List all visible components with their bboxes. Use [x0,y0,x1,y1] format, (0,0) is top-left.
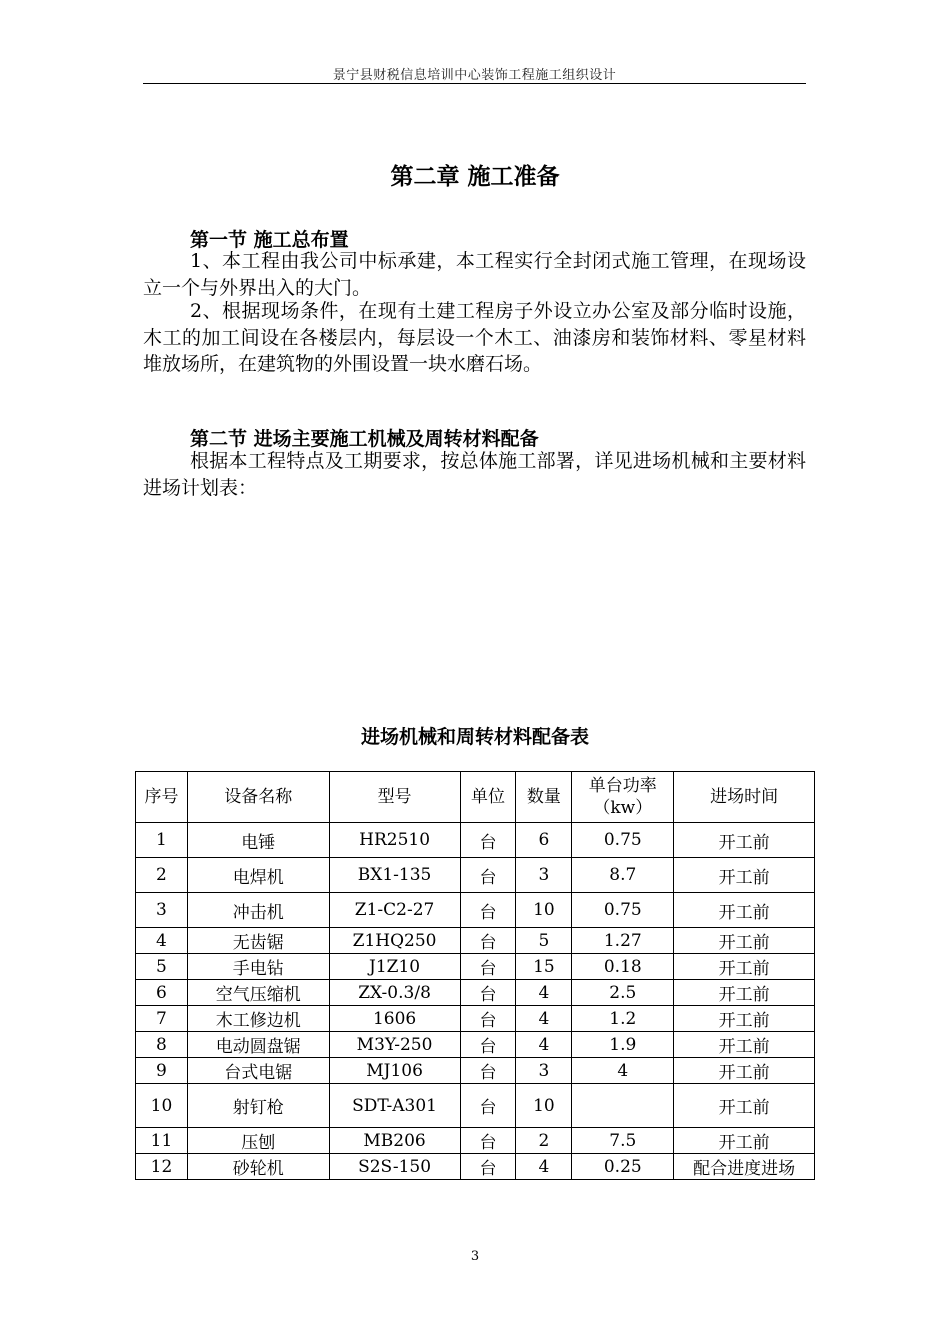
cell-quantity: 6 [516,823,572,858]
cell-model: J1Z10 [329,954,460,980]
table-row [136,1154,815,1180]
cell-equipment-name: 电锤 [187,823,329,858]
cell-unit: 台 [460,928,516,954]
cell-index: 5 [136,954,188,980]
table-row [136,954,815,980]
cell-unit: 台 [460,1058,516,1084]
cell-model: HR2510 [329,823,460,858]
cell-index: 1 [136,823,188,858]
cell-entry-time: 开工前 [674,1032,815,1058]
cell-quantity: 4 [516,1032,572,1058]
header-unit: 单位 [460,772,516,823]
section-1-paragraph-2: 2、根据现场条件，在现有土建工程房子外设立办公室及部分临时设施，木工的加工间设在各楼层内，每层设一个木工、油漆房和装饰材料、零星材料堆放场所，在建筑物的外围设置一块水磨石场。 [143,300,806,375]
page-header: 景宁县财税信息培训中心装饰工程施工组织设计 [332,68,617,83]
cell-equipment-name: 空气压缩机 [187,980,329,1006]
cell-equipment-name: 砂轮机 [187,1154,329,1180]
cell-quantity: 4 [516,1154,572,1180]
header-quantity: 数量 [516,772,572,823]
cell-equipment-name: 无齿锯 [187,928,329,954]
section-2-paragraph-1: 根据本工程特点及工期要求，按总体施工部署，详见进场机械和主要材料进场计划表： [143,450,806,499]
cell-equipment-name: 射钉枪 [187,1084,329,1128]
cell-entry-time: 配合进度进场 [674,1154,815,1180]
header-entry-time: 进场时间 [674,772,815,823]
cell-model: M3Y-250 [329,1032,460,1058]
cell-power: 7.5 [572,1128,674,1154]
cell-quantity: 3 [516,858,572,893]
cell-unit: 台 [460,858,516,893]
table-row [136,1032,815,1058]
table-row [136,1058,815,1084]
cell-model: BX1-135 [329,858,460,893]
header-equipment-name: 设备名称 [187,772,329,823]
cell-quantity: 4 [516,1006,572,1032]
cell-power: 0.25 [572,1154,674,1180]
cell-quantity: 2 [516,1128,572,1154]
cell-unit: 台 [460,1154,516,1180]
cell-index: 2 [136,858,188,893]
cell-index: 4 [136,928,188,954]
cell-power: 1.2 [572,1006,674,1032]
cell-power: 0.75 [572,893,674,928]
cell-model: S2S-150 [329,1154,460,1180]
cell-equipment-name: 冲击机 [187,893,329,928]
equipment-table [135,771,815,1180]
cell-power: 2.5 [572,980,674,1006]
cell-index: 8 [136,1032,188,1058]
cell-model: SDT-A301 [329,1084,460,1128]
cell-quantity: 3 [516,1058,572,1084]
cell-entry-time: 开工前 [674,1128,815,1154]
cell-power: 0.75 [572,823,674,858]
header-model: 型号 [329,772,460,823]
cell-quantity: 10 [516,893,572,928]
cell-model: MB206 [329,1128,460,1154]
cell-unit: 台 [460,893,516,928]
page-number: 3 [470,1249,480,1264]
cell-quantity: 4 [516,980,572,1006]
table-row [136,1006,815,1032]
cell-entry-time: 开工前 [674,1058,815,1084]
cell-quantity: 15 [516,954,572,980]
cell-unit: 台 [460,954,516,980]
table-row [136,858,815,893]
table-header-row [136,772,815,823]
section-1-title: 第一节 施工总布置 [190,229,349,251]
cell-unit: 台 [460,1006,516,1032]
cell-index: 6 [136,980,188,1006]
cell-power: 1.27 [572,928,674,954]
cell-equipment-name: 压刨 [187,1128,329,1154]
cell-equipment-name: 木工修边机 [187,1006,329,1032]
section-1-paragraph-1: 1、本工程由我公司中标承建，本工程实行全封闭式施工管理，在现场设立一个与外界出入的大门。 [143,250,806,299]
cell-power: 8.7 [572,858,674,893]
cell-entry-time: 开工前 [674,954,815,980]
cell-index: 3 [136,893,188,928]
header-power: 单台功率（kw） [572,772,674,823]
header-index: 序号 [136,772,188,823]
cell-unit: 台 [460,1128,516,1154]
cell-model: Z1-C2-27 [329,893,460,928]
cell-quantity: 5 [516,928,572,954]
cell-model: 1606 [329,1006,460,1032]
table-row [136,1128,815,1154]
table-row [136,980,815,1006]
cell-entry-time: 开工前 [674,1006,815,1032]
cell-equipment-name: 电焊机 [187,858,329,893]
cell-entry-time: 开工前 [674,823,815,858]
table-row [136,823,815,858]
table-row [136,928,815,954]
cell-unit: 台 [460,1084,516,1128]
cell-equipment-name: 台式电锯 [187,1058,329,1084]
cell-model: MJ106 [329,1058,460,1084]
chapter-title: 第二章 施工准备 [390,164,560,190]
cell-equipment-name: 电动圆盘锯 [187,1032,329,1058]
cell-index: 9 [136,1058,188,1084]
cell-index: 10 [136,1084,188,1128]
cell-power [572,1084,674,1128]
cell-index: 12 [136,1154,188,1180]
table-title: 进场机械和周转材料配备表 [360,726,589,748]
cell-unit: 台 [460,1032,516,1058]
cell-entry-time: 开工前 [674,858,815,893]
cell-entry-time: 开工前 [674,1084,815,1128]
cell-index: 11 [136,1128,188,1154]
header-rule [143,83,806,84]
table-row [136,1084,815,1128]
section-2-title: 第二节 进场主要施工机械及周转材料配备 [190,428,539,450]
cell-index: 7 [136,1006,188,1032]
cell-quantity: 10 [516,1084,572,1128]
cell-power: 1.9 [572,1032,674,1058]
cell-equipment-name: 手电钻 [187,954,329,980]
cell-entry-time: 开工前 [674,980,815,1006]
cell-model: ZX-0.3/8 [329,980,460,1006]
table-row [136,893,815,928]
cell-unit: 台 [460,980,516,1006]
cell-power: 4 [572,1058,674,1084]
cell-entry-time: 开工前 [674,893,815,928]
cell-entry-time: 开工前 [674,928,815,954]
cell-unit: 台 [460,823,516,858]
cell-model: Z1HQ250 [329,928,460,954]
cell-power: 0.18 [572,954,674,980]
